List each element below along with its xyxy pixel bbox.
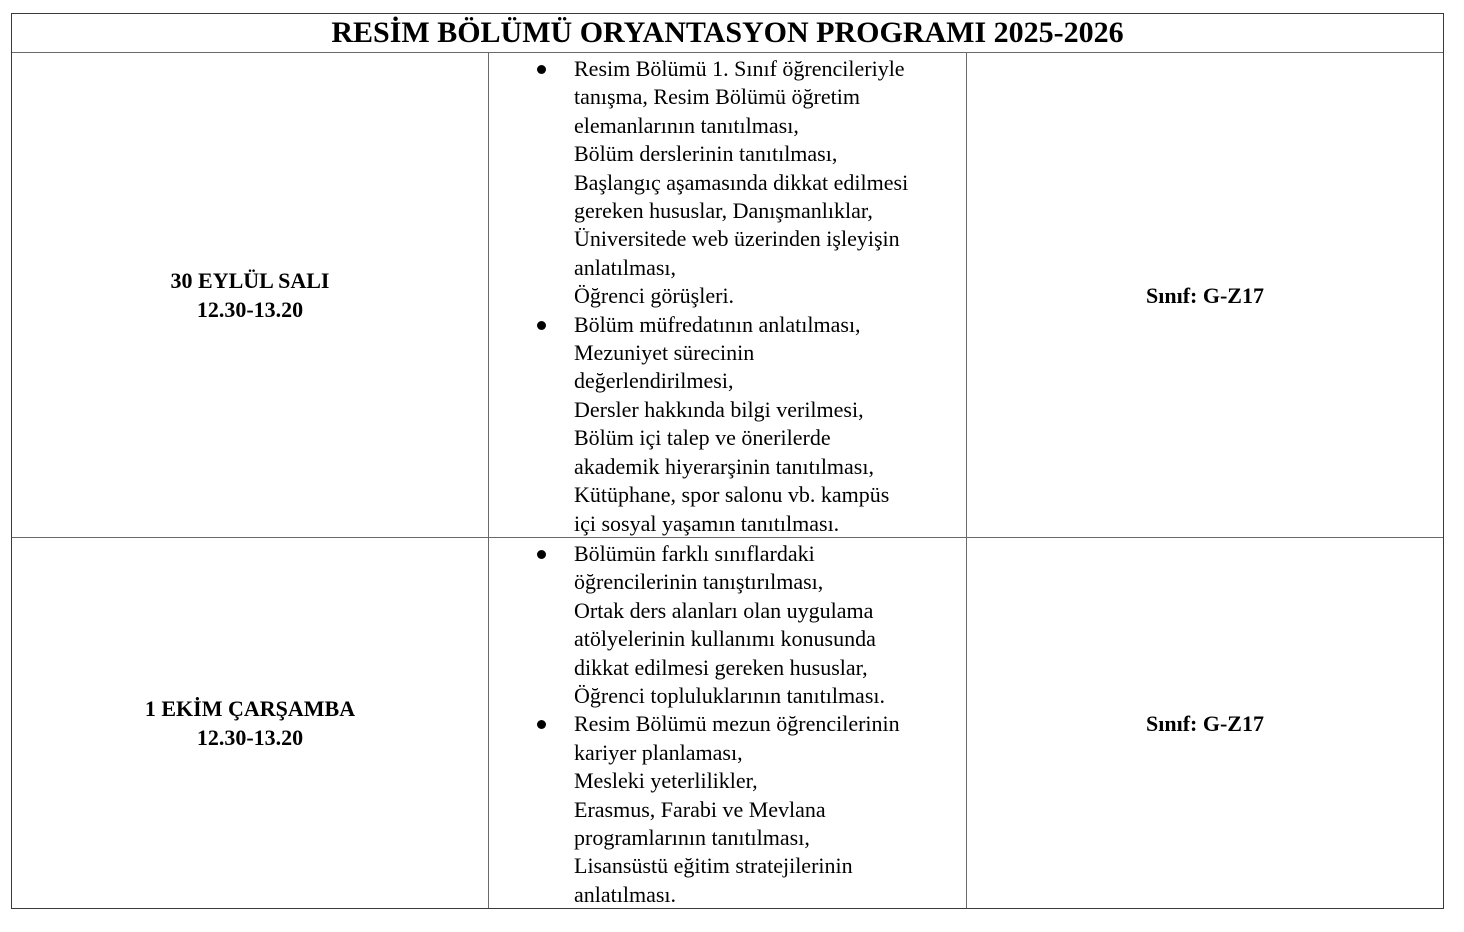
title-row	[12, 14, 1443, 53]
topic-line: Başlangıç aşamasında dikkat edilmesi	[574, 169, 909, 195]
date-cell	[12, 538, 489, 908]
orientation-schedule-table	[11, 13, 1444, 909]
topic-item	[489, 311, 966, 538]
topic-line: Erasmus, Farabi ve Mevlana	[574, 796, 826, 822]
topic-line: gereken hususlar, Danışmanlıklar,	[574, 198, 873, 224]
schedule-row	[12, 538, 1443, 908]
topic-line: Bölüm derslerinin tanıtılması,	[574, 141, 838, 167]
date-time	[171, 266, 330, 324]
topic-line: Mezuniyet sürecinin	[574, 340, 755, 366]
topic-line: Resim Bölümü mezun öğrencilerinin	[574, 711, 900, 737]
topic-line: içi sosyal yaşamın tanıtılması.	[574, 510, 840, 536]
session-room: Sınıf: G-Z17	[1146, 282, 1264, 308]
topic-line: değerlendirilmesi,	[574, 368, 734, 394]
date-time	[145, 694, 355, 752]
session-time: 12.30-13.20	[196, 297, 304, 322]
topics-list	[489, 55, 966, 538]
topic-line: atölyelerinin kullanımı konusunda	[574, 626, 876, 652]
topics-list	[489, 540, 966, 909]
topic-line: Öğrenci topluluklarının tanıtılması.	[574, 683, 885, 709]
topic-item	[489, 540, 966, 710]
topic-item	[489, 55, 966, 311]
topic-line: Lisansüstü eğitim stratejilerinin	[574, 853, 853, 879]
topic-line: programlarının tanıtılması,	[574, 825, 810, 851]
topic-line: öğrencilerinin tanıştırılması,	[574, 569, 824, 595]
topic-line: elemanlarının tanıtılması,	[574, 112, 799, 138]
topic-line: anlatılması.	[574, 881, 677, 907]
topic-line: akademik hiyerarşinin tanıtılması,	[574, 453, 874, 479]
topics-cell	[489, 53, 967, 537]
topic-line: Bölüm müfredatının anlatılması,	[574, 311, 861, 337]
topic-item	[489, 710, 966, 909]
bullet-icon	[537, 321, 546, 330]
topics-cell	[489, 538, 967, 908]
topic-line: kariyer planlaması,	[574, 739, 743, 765]
schedule-row	[12, 53, 1443, 538]
session-room: Sınıf: G-Z17	[1146, 710, 1264, 736]
session-date: 30 EYLÜL SALI	[170, 268, 330, 293]
topic-line: Kütüphane, spor salonu vb. kampüs	[574, 482, 890, 508]
bullet-icon	[537, 720, 546, 729]
bullet-icon	[537, 550, 546, 559]
bullet-icon	[537, 65, 546, 74]
topic-line: Öğrenci görüşleri.	[574, 283, 735, 309]
topic-line: dikkat edilmesi gereken hususlar,	[574, 654, 868, 680]
topic-line: anlatılması,	[574, 254, 677, 280]
topic-line: Resim Bölümü 1. Sınıf öğrencileriyle	[574, 56, 905, 81]
topic-line: Ortak ders alanları olan uygulama	[574, 597, 874, 623]
room-cell	[967, 538, 1443, 908]
topic-line: tanışma, Resim Bölümü öğretim	[574, 84, 860, 110]
topic-line: Dersler hakkında bilgi verilmesi,	[574, 396, 864, 422]
session-date: 1 EKİM ÇARŞAMBA	[144, 696, 356, 721]
document-title: RESİM BÖLÜMÜ ORYANTASYON PROGRAMI 2025-2026	[331, 16, 1124, 49]
topic-line: Bölüm içi talep ve önerilerde	[574, 425, 831, 451]
session-time: 12.30-13.20	[196, 725, 304, 750]
room-cell	[967, 53, 1443, 537]
date-cell	[12, 53, 489, 537]
topic-line: Bölümün farklı sınıflardaki	[574, 541, 815, 566]
topic-line: Mesleki yeterlilikler,	[574, 768, 758, 794]
topic-line: Üniversitede web üzerinden işleyişin	[574, 226, 900, 252]
